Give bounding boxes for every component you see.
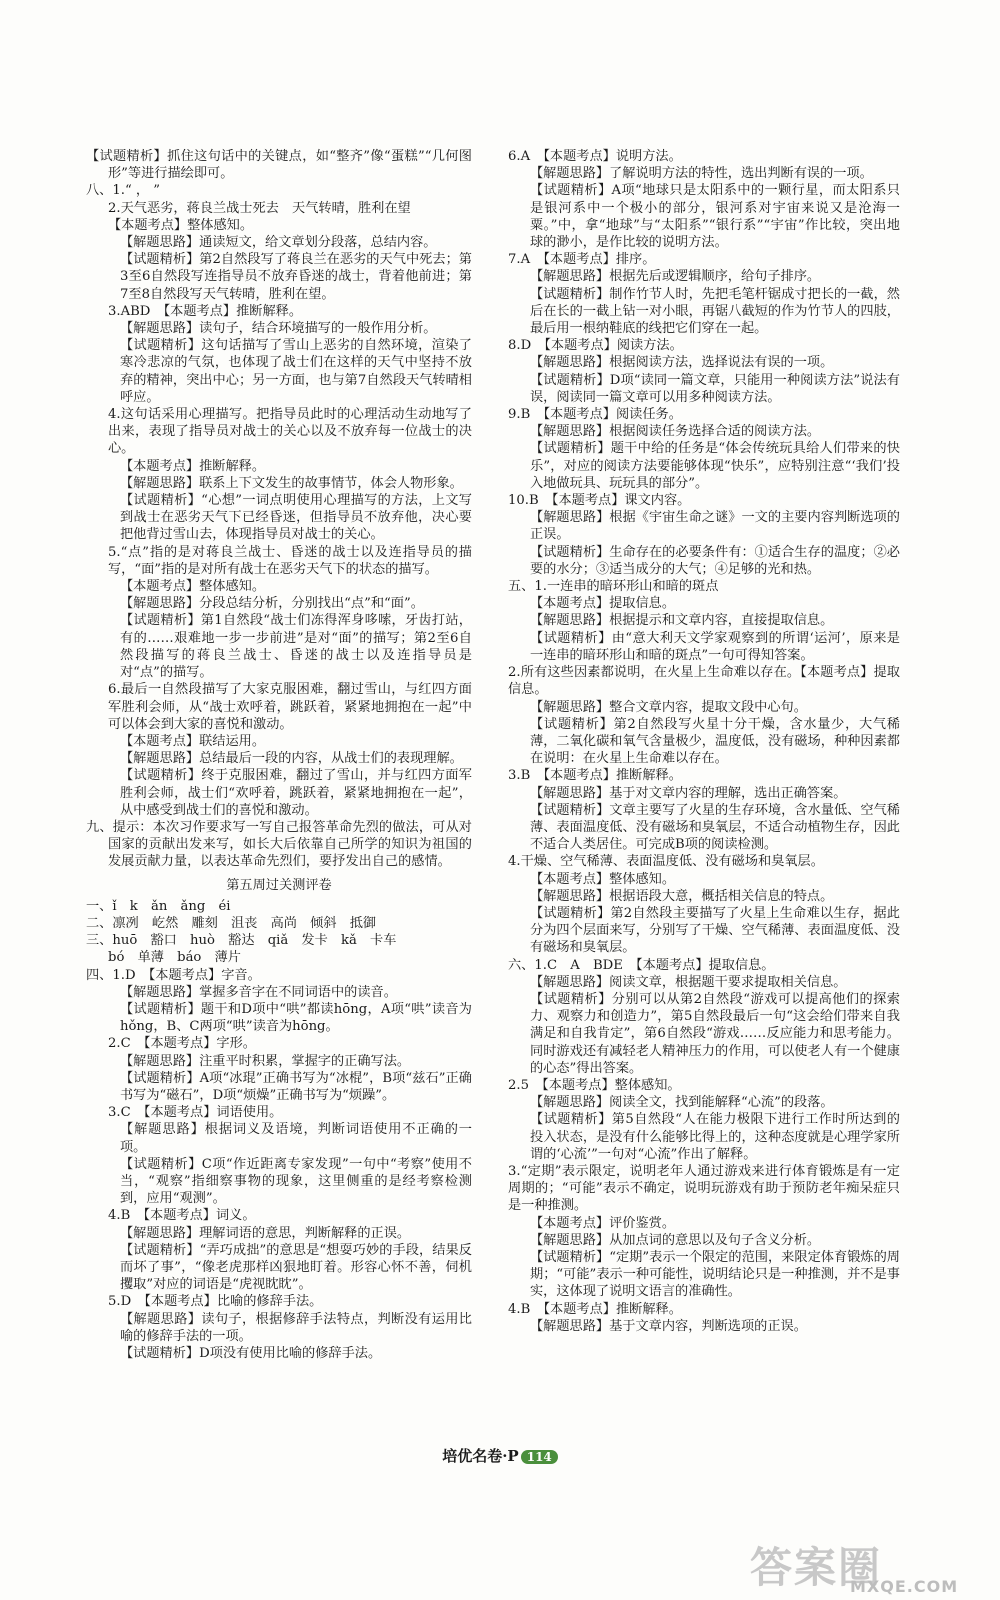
answer-line: 【本题考点】整体感知。 bbox=[120, 579, 266, 595]
answer-line: 五、1.一连串的暗环形山和暗的斑点 bbox=[508, 579, 719, 595]
answer-line: 【解题思路】通读短文，给文章划分段落，总结内容。 bbox=[120, 235, 437, 251]
answer-line: 【本题考点】提取信息。 bbox=[530, 596, 676, 612]
answer-line: 【本题考点】联结运用。 bbox=[120, 733, 266, 749]
answer-line: 【解题思路】根据语段大意，概括相关信息的特点。 bbox=[530, 888, 834, 904]
answer-line: 【试题精析】第2自然段主要描写了火星上生命难以生存，据此分为四个层面来写，分别写了干燥、空气稀薄、表面温度低、没有磁场和臭氧层。 bbox=[530, 905, 900, 956]
answer-line: 【试题精析】题干中给的任务是“体会传统玩具给人们带来的快乐”，对应的阅读方法要能够体现“快乐”，应特别注意“‘我们’投入地做玩具、玩玩具的部分”。 bbox=[530, 441, 900, 491]
answer-line: 10.B 【本题考点】课文内容。 bbox=[508, 493, 691, 509]
page-number: 114 bbox=[521, 1450, 558, 1464]
answer-line: 【解题思路】根据提示和文章内容，直接提取信息。 bbox=[530, 613, 834, 629]
answer-line: 【解题思路】掌握多音字在不同词语中的读音。 bbox=[120, 984, 397, 1000]
answer-line: 6.最后一自然段描写了大家克服困难，翻过雪山，与红四方面军胜利会师，从“战士欢呼着，跳跃着，紧紧地拥抱在一起”中可以体会到大家的喜悦和激动。 bbox=[108, 682, 472, 732]
answer-line: 6.A 【本题考点】说明方法。 bbox=[508, 149, 682, 164]
answer-line: 9.B 【本题考点】阅读任务。 bbox=[508, 407, 682, 423]
answer-line: 【解题思路】根据阅读任务选择合适的阅读方法。 bbox=[530, 424, 821, 440]
answer-line: 六、1.C A BDE 【本题考点】提取信息。 bbox=[508, 957, 775, 973]
answer-line: 【本题考点】推断解释。 bbox=[120, 458, 266, 474]
answer-line: 【试题精析】A项“地球只是太阳系中的一颗行星，而太阳系只是银河系中一个极小的部分，银河系对宇宙来说又是沧海一粟。”中，拿“地球”与“太阳系”“银行系”“宇宙”作比较，突出地球的渺小，是作比较的说明方法。 bbox=[530, 183, 900, 251]
answer-line: 【试题精析】抓住这句话中的关键点，如“整齐”像“蛋糕”“几何图形”等进行描绘即可。 bbox=[86, 149, 472, 182]
answer-line: 【试题精析】这句话描写了雪山上恶劣的自然环境，渲染了寒冷悲凉的气氛，也体现了战士们在这样的天气中坚持不放弃的精神，突出中心；另一方面，也与第7自然段天气转晴相呼应。 bbox=[120, 338, 472, 405]
answer-line: 【试题精析】第5自然段“人在能力极限下进行工作时所达到的投入状态，是没有什么能够比得上的，这种态度就是心理学家所谓的‘心流’”一句对“心流”作出了解释。 bbox=[530, 1112, 900, 1162]
answer-line: 【试题精析】生命存在的必要条件有：①适合生存的温度；②必要的水分；③适当成分的大气；④足够的光和热。 bbox=[530, 544, 900, 577]
answer-line: 4.这句话采用心理描写。把指导员此时的心理活动生动地写了出来，表现了指导员对战士的关心以及不放弃每一位战士的决心。 bbox=[108, 407, 472, 457]
watermark-logo bbox=[740, 1535, 970, 1595]
answer-line: 【解题思路】联系上下文发生的故事情节，体会人物形象。 bbox=[120, 475, 463, 491]
answer-line: 2.C 【本题考点】字形。 bbox=[108, 1036, 256, 1052]
answer-line: 4.B 【本题考点】推断解释。 bbox=[508, 1301, 682, 1317]
answer-line: 三、huō 豁口 huò 豁达 qiǎ 发卡 kǎ 卡车 bbox=[86, 933, 397, 949]
answer-line: 【试题精析】“定期”表示一个限定的范围，来限定体育锻炼的周期；“可能”表示一种可能性，说明结论只是一种推测，并不是事实，这体现了说明文语言的准确性。 bbox=[530, 1250, 900, 1300]
answer-line: 【解题思路】注重平时积累，掌握字的正确写法。 bbox=[120, 1053, 411, 1069]
answer-line: 【解题思路】基于对文章内容的理解，选出正确答案。 bbox=[530, 785, 847, 801]
answer-line: 【试题精析】制作竹节人时，先把毛笔杆锯成寸把长的一截，然后在长的一截上钻一对小眼，再锯八截短的作为竹节人的四肢，最后用一根纳鞋底的线把它们穿在一起。 bbox=[530, 286, 900, 337]
answer-line: 【解题思路】理解词语的意思，判断解释的正误。 bbox=[120, 1225, 411, 1241]
answer-line: 【解题思路】分段总结分析，分别找出“点”和“面”。 bbox=[120, 596, 424, 612]
answer-line: 【解题思路】根据《宇宙生命之谜》一文的主要内容判断选项的正误。 bbox=[530, 510, 900, 543]
answer-line: 2.天气恶劣，蒋良兰战士死去 天气转晴，胜利在望 bbox=[108, 200, 411, 216]
answer-line: 一、ǐ k ǎn ǎng éi bbox=[86, 898, 231, 914]
answer-line: 【试题精析】第1自然段“战士们冻得浑身哆嗦，牙齿打站，有的……艰难地一步一步前进”是对“面”的描写；第2至6自然段描写的蒋良兰战士、昏迷的战士以及连指导员是对“点”的描写。 bbox=[120, 613, 472, 681]
answer-line: 【试题精析】终于克服困难，翻过了雪山，并与红四方面军胜利会师，战士们“欢呼着，跳跃着，紧紧地拥抱在一起”，从中感受到战士们的喜悦和激动。 bbox=[120, 768, 472, 818]
answer-line: 【解题思路】基于文章内容，判断选项的正误。 bbox=[530, 1318, 807, 1334]
answer-line: 【试题精析】A项“冰琨”正确书写为“冰棍”，B项“兹石”正确书写为“磁石”，D项“烦燥”正确书写为“烦躁”。 bbox=[120, 1070, 472, 1103]
answer-line: 【试题精析】“弄巧成拙”的意思是“想耍巧妙的手段，结果反而坏了事”，“像老虎那样凶狠地盯着。形容心怀不善，伺机攫取”对应的词语是“虎视眈眈”。 bbox=[120, 1242, 472, 1293]
answer-line: 【试题精析】C项“作近距离专家发现”一句中“考察”使用不当，“观察”指细察事物的现象，这里侧重的是经考察检测到，应用“观测”。 bbox=[120, 1156, 472, 1207]
answer-line: 【解题思路】阅读全文，找到能解释“心流”的段落。 bbox=[530, 1095, 834, 1111]
answer-line: 4.B 【本题考点】词义。 bbox=[108, 1208, 256, 1224]
answer-line: 九、提示：本次习作要求写一写自己报答革命先烈的做法，可从对国家的贡献出发来写，如长大后依靠自己所学的知识为祖国的发展贡献力量，以表达革命先烈们，要抒发出自己的感情。 bbox=[86, 819, 472, 870]
answer-line: 【试题精析】D项没有使用比喻的修辞手法。 bbox=[120, 1346, 382, 1362]
answer-line: bó 单薄 báo 薄片 bbox=[108, 950, 241, 966]
answer-line: 【试题精析】由“意大利天文学家观察到的所谓‘运河’，原来是一连串的暗环形山和暗的斑点”一句可得知答案。 bbox=[530, 630, 900, 663]
answer-line: 【试题精析】文章主要写了火星的生存环境，含水量低、空气稀薄、表面温度低、没有磁场和臭氧层，不适合动植物生存，因此不适合人类居住。可完成B项的阅读检测。 bbox=[530, 802, 900, 853]
answer-line: 【解题思路】整合文章内容，提取文段中心句。 bbox=[530, 699, 807, 715]
answer-line: 【解题思路】根据先后或逻辑顺序，给句子排序。 bbox=[530, 269, 821, 285]
page-footer bbox=[0, 1445, 1000, 1466]
footer-label: 培优名卷·P bbox=[442, 1447, 519, 1465]
answer-line: 4.干燥、空气稀薄、表面温度低、没有磁场和臭氧层。 bbox=[508, 854, 824, 870]
answer-line: 2.所有这些因素都说明，在火星上生命难以存在。【本题考点】提取信息。 bbox=[508, 665, 900, 698]
answer-line: 第五周过关测评卷 bbox=[226, 877, 332, 893]
answer-line: 【试题精析】第2自然段写火星十分干燥，含水量少，大气稀薄，二氧化碳和氧气含量极少，温度低，没有磁场，种种因素都在说明：在火星上生命难以存在。 bbox=[530, 716, 900, 767]
answer-line: 【解题思路】阅读文章，根据题干要求提取相关信息。 bbox=[530, 974, 847, 990]
answer-line: 7.A 【本题考点】排序。 bbox=[508, 252, 656, 268]
answer-line: 【解题思路】了解说明方法的特性，选出判断有误的一项。 bbox=[530, 166, 873, 182]
answer-line: 四、1.D 【本题考点】字音。 bbox=[86, 967, 261, 983]
answer-line: 【试题精析】“心想”一词点明使用心理描写的方法，上文写到战士在恶劣天气下已经昏迷，但指导员不放弃他，决心要把他背过雪山去，体现指导员对战士的关心。 bbox=[120, 493, 472, 543]
left-column bbox=[86, 148, 472, 1362]
answer-line: 【解题思路】根据词义及语境，判断词语使用不正确的一项。 bbox=[120, 1122, 472, 1155]
answer-line: 【试题精析】D项“读同一篇文章，只能用一种阅读方法”说法有误，阅读同一篇文章可以用多种阅读方法。 bbox=[530, 372, 900, 405]
answer-line: 5.“点”指的是对蒋良兰战士、昏迷的战士以及连指导员的描写，“面”指的是对所有战士在恶劣天气下的状态的描写。 bbox=[108, 544, 472, 577]
answer-line: 【试题精析】题干和D项中“哄”都读hōng，A项“哄”读音为hǒng，B、C两项“哄”读音为hōng。 bbox=[120, 1001, 472, 1035]
watermark-url: MXQE.COM bbox=[850, 1577, 959, 1596]
right-column bbox=[508, 148, 900, 1335]
watermark-title: 答案圈 bbox=[750, 1543, 883, 1592]
answer-line: 【解题思路】总结最后一段的内容，从战士们的表现理解。 bbox=[120, 751, 463, 767]
answer-line: 【解题思路】读句子，根据修辞手法特点，判断没有运用比喻的修辞手法的一项。 bbox=[120, 1311, 472, 1344]
answer-line: 【解题思路】根据阅读方法，选择说法有误的一项。 bbox=[530, 355, 834, 371]
answer-line: 【试题精析】分别可以从第2自然段“游戏可以提高他们的探索力、观察力和创造力”，第5自然段最后一句“这会给们带来自我满足和自我肯定”，第6自然段“游戏……反应能力和思考能力。同时游戏还有减轻老人精神压力的作用，可以使老人有一个健康的心态”得出答案。 bbox=[530, 991, 900, 1076]
answer-line: 【解题思路】读句子，结合环境描写的一般作用分析。 bbox=[120, 321, 437, 337]
answer-line: 【解题思路】从加点词的意思以及句子含义分析。 bbox=[530, 1232, 821, 1248]
answer-line: 3.ABD 【本题考点】推断解释。 bbox=[108, 303, 303, 319]
answer-line: 5.D 【本题考点】比喻的修辞手法。 bbox=[108, 1294, 323, 1310]
answer-line: 【本题考点】整体感知。 bbox=[530, 871, 676, 887]
answer-line: 二、凛冽 屹然 雕刻 沮丧 高尚 倾斜 抵御 bbox=[86, 915, 377, 931]
answer-line: 3.B 【本题考点】推断解释。 bbox=[508, 768, 682, 784]
answer-line: 【试题精析】第2自然段写了蒋良兰在恶劣的天气中死去；第3至6自然段写连指导员不放弃昏迷的战士，背着他前进；第7至8自然段写天气转晴，胜利在望。 bbox=[120, 252, 472, 302]
answer-line: 2.5 【本题考点】整体感知。 bbox=[508, 1077, 681, 1093]
answer-line: 3.“定期”表示限定，说明老年人通过游戏来进行体育锻炼是有一定周期的；“可能”表示不确定，说明玩游戏有助于预防老年痴呆症只是一种推测。 bbox=[508, 1163, 900, 1214]
answer-line: 【本题考点】评价鉴赏。 bbox=[530, 1215, 676, 1231]
answer-line: 【本题考点】整体感知。 bbox=[108, 217, 254, 233]
answer-line: 3.C 【本题考点】词语使用。 bbox=[108, 1105, 283, 1121]
answer-line: 八、1.“ ， ” bbox=[86, 183, 161, 199]
answer-line: 8.D 【本题考点】阅读方法。 bbox=[508, 338, 683, 354]
